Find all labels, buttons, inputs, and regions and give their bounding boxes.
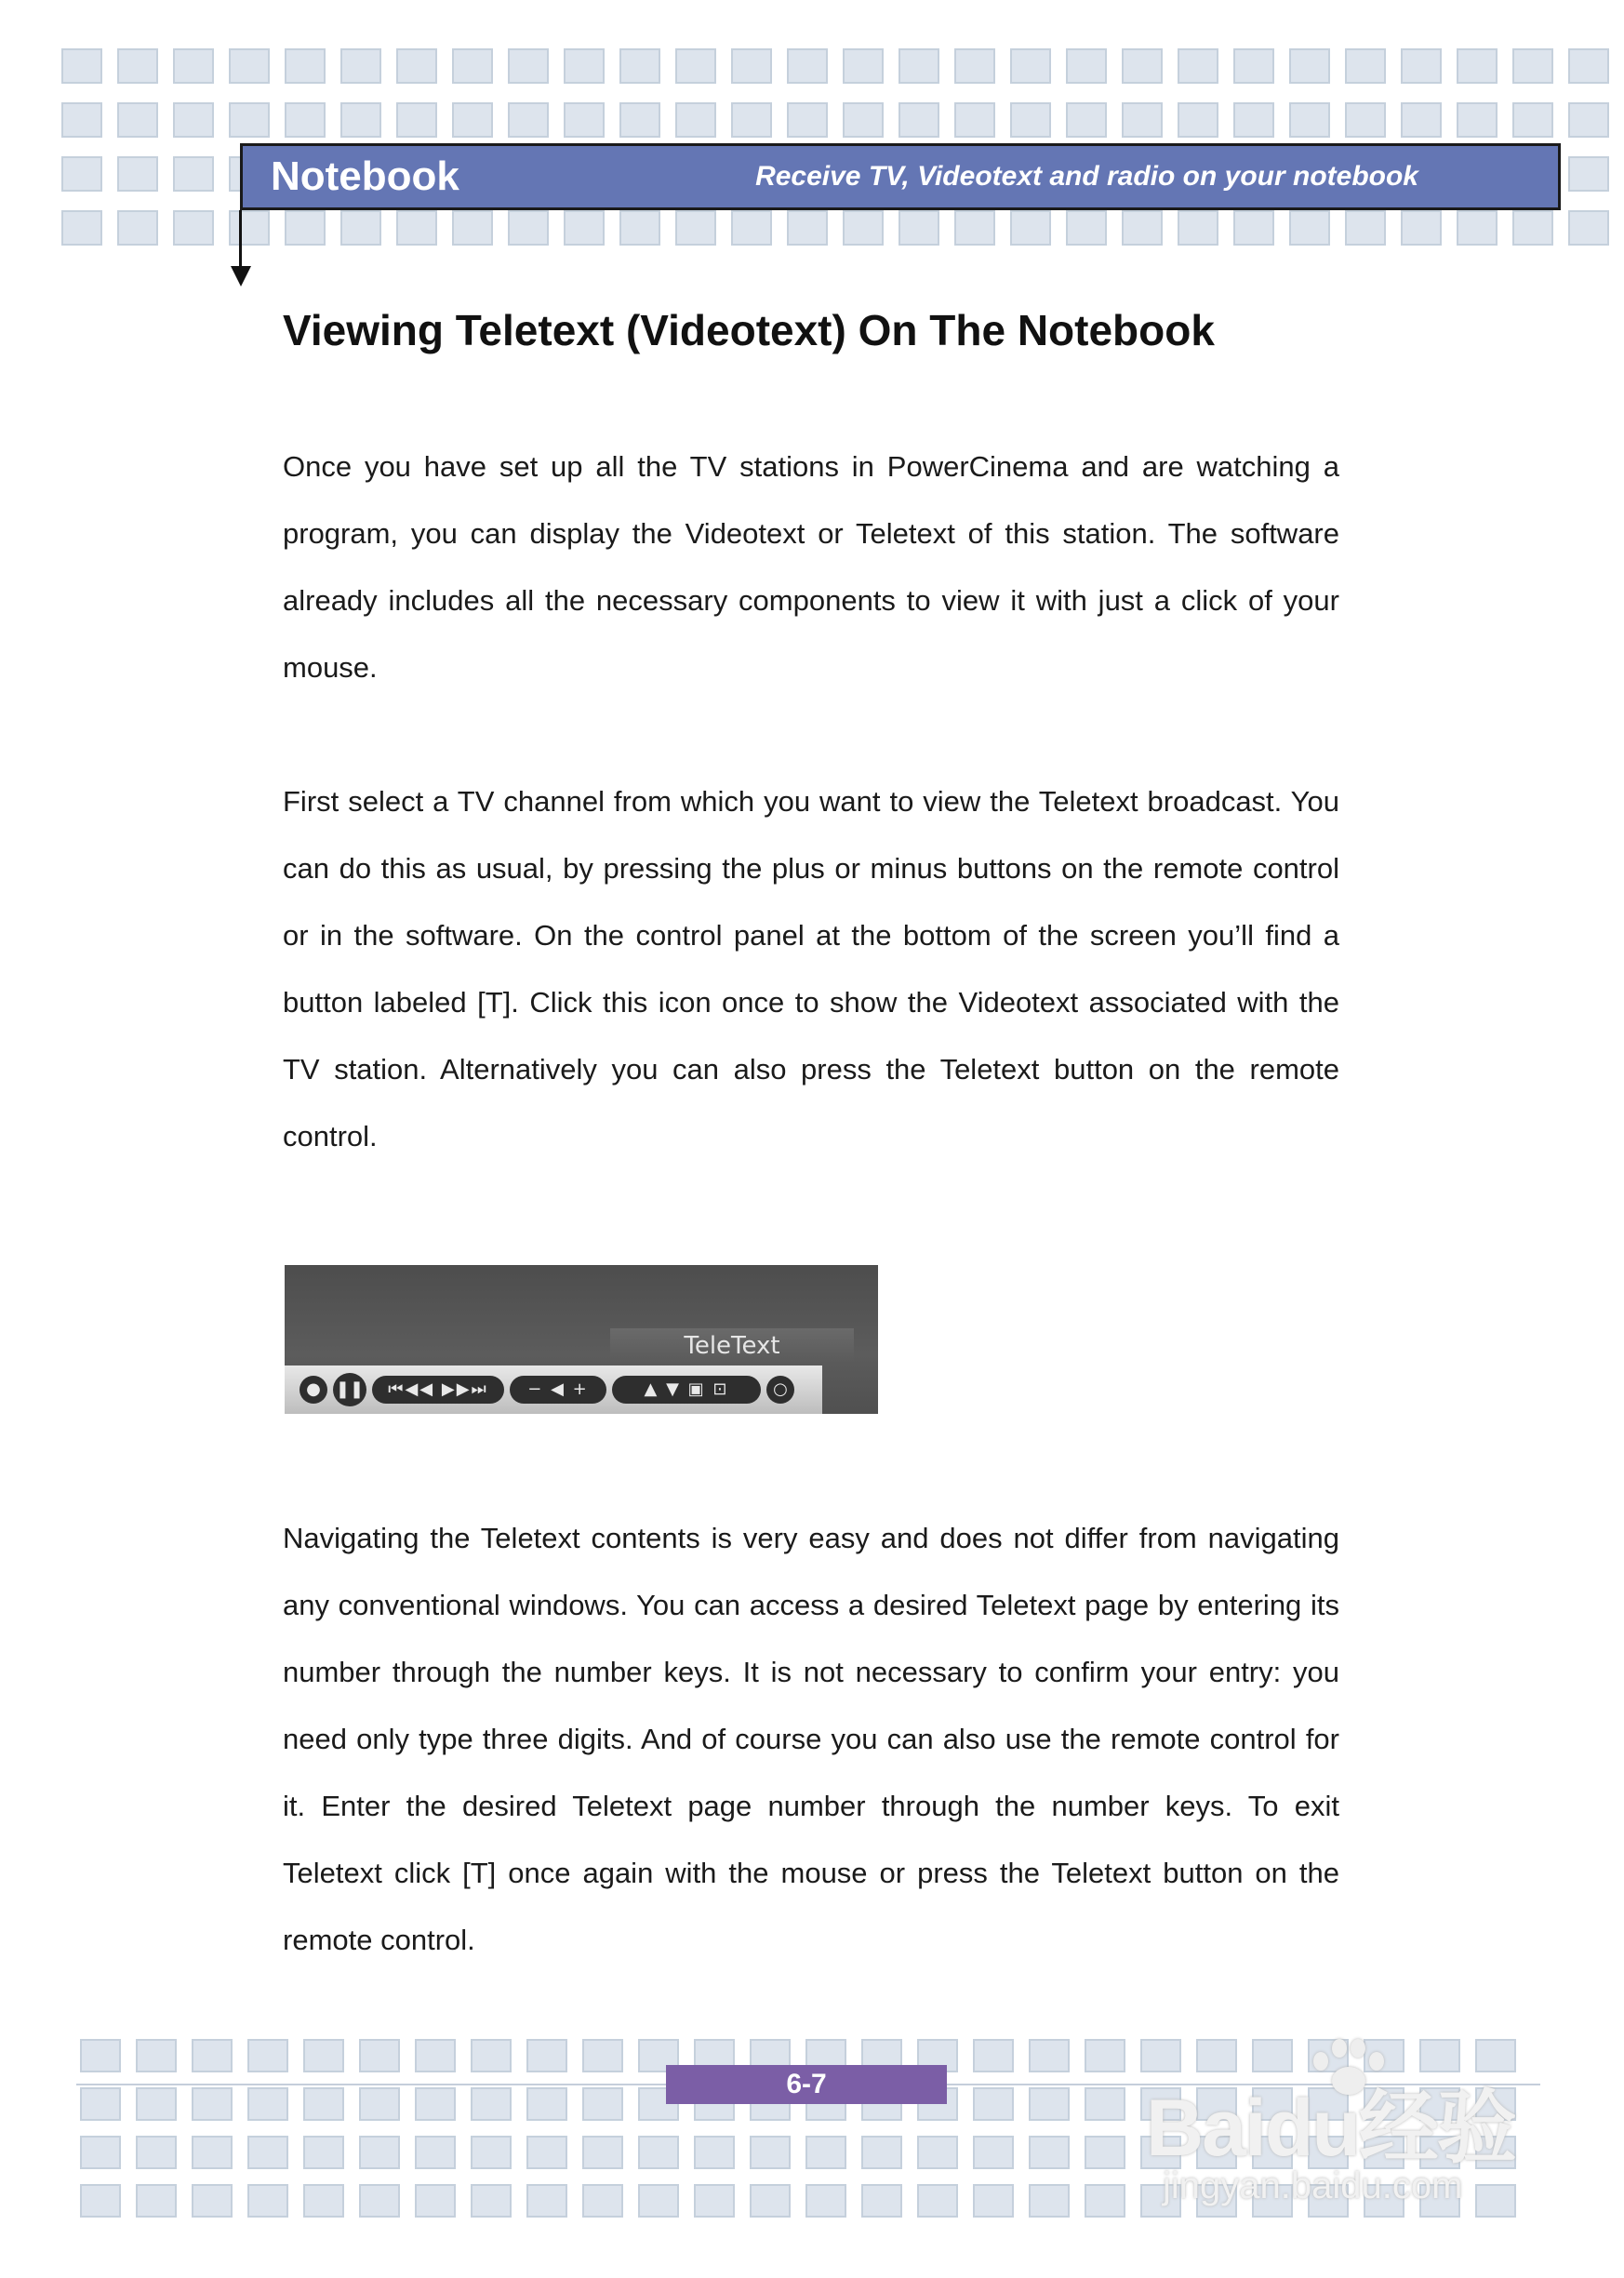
tile: [526, 2087, 567, 2121]
tile: [1457, 210, 1498, 246]
tile: [173, 48, 214, 84]
tile: [192, 2039, 233, 2072]
tile: [415, 2136, 456, 2169]
paragraph-navigation: Navigating the Teletext contents is very easy and does not differ from navigating any conventional windows. You can access a desired Teletext page by entering its number through the number keys. It is not necessary to confirm your entry: you need only type three digits. And of course you can also use the remote control for it. Enter the desired Teletext page number through the number keys. To exit Teletext click [T] once again with the mouse or press the Teletext button on the remote control.: [283, 1522, 1339, 1956]
tile: [787, 210, 828, 246]
tile: [303, 2184, 344, 2218]
tile: [1568, 48, 1609, 84]
tile: [1122, 210, 1163, 246]
tile: [1010, 48, 1051, 84]
tile: [843, 102, 884, 138]
tile: [303, 2087, 344, 2121]
tile: [1066, 48, 1107, 84]
tile: [899, 102, 939, 138]
tile: [396, 210, 437, 246]
tile: [80, 2039, 121, 2072]
tile: [899, 48, 939, 84]
tile: [1029, 2039, 1070, 2072]
page-title: Viewing Teletext (Videotext) On The Notebook: [283, 306, 1215, 354]
arrow-line: [239, 210, 242, 266]
tile: [508, 102, 549, 138]
pause-button[interactable]: ❚❚: [333, 1373, 366, 1406]
menu-button[interactable]: ○: [766, 1376, 794, 1404]
tile: [285, 102, 326, 138]
watermark: [1146, 2035, 1537, 2221]
tile: [61, 156, 102, 192]
tile: [1085, 2087, 1125, 2121]
tile: [229, 48, 270, 84]
tile: [1122, 48, 1163, 84]
tile: [731, 102, 772, 138]
tile: [471, 2039, 512, 2072]
tile: [1178, 48, 1218, 84]
tile: [471, 2184, 512, 2218]
tile: [1066, 102, 1107, 138]
tile: [805, 2184, 846, 2218]
tile: [1289, 102, 1330, 138]
tile: [471, 2087, 512, 2121]
tile: [582, 2087, 623, 2121]
paragraph-intro: Once you have set up all the TV stations in PowerCinema and are watching a program, you can display the Videotext or Teletext of this station. The software already includes all the necessary components to view it with just a click of your mouse.: [283, 450, 1339, 684]
tile: [1345, 102, 1386, 138]
tile: [415, 2184, 456, 2218]
tile: [471, 2136, 512, 2169]
tile: [1512, 102, 1553, 138]
tile: [452, 210, 493, 246]
tile: [1066, 210, 1107, 246]
tile: [843, 210, 884, 246]
tile: [638, 2184, 679, 2218]
tile: [582, 2039, 623, 2072]
tile: [1085, 2039, 1125, 2072]
tile: [452, 48, 493, 84]
header-subtitle: Receive TV, Videotext and radio on your notebook: [755, 161, 1418, 192]
tile: [192, 2087, 233, 2121]
watermark-url: jingyan.baidu.com: [1163, 2165, 1463, 2206]
tile: [136, 2184, 177, 2218]
tile: [136, 2136, 177, 2169]
tile: [582, 2136, 623, 2169]
tile: [1178, 102, 1218, 138]
tile: [675, 210, 716, 246]
tile: [173, 210, 214, 246]
tile: [117, 156, 158, 192]
tile: [1568, 156, 1609, 192]
tile: [619, 102, 660, 138]
tile: [1457, 102, 1498, 138]
tile: [917, 2184, 958, 2218]
tile: [61, 210, 102, 246]
tile: [861, 2184, 902, 2218]
tile: [247, 2184, 288, 2218]
tile: [340, 210, 381, 246]
arrow-down-icon: [231, 266, 251, 286]
tile: [508, 210, 549, 246]
tile: [954, 48, 995, 84]
tile: [1345, 210, 1386, 246]
tile: [1401, 48, 1442, 84]
tile: [359, 2184, 400, 2218]
tile: [117, 210, 158, 246]
tile: [1029, 2087, 1070, 2121]
tile: [396, 102, 437, 138]
tile: [1401, 210, 1442, 246]
tile: [1568, 102, 1609, 138]
tile: [973, 2087, 1014, 2121]
watermark-title: Baidu经验: [1146, 2084, 1515, 2173]
tile: [173, 102, 214, 138]
tile: [1289, 210, 1330, 246]
tile: [247, 2087, 288, 2121]
control-bar: [285, 1365, 822, 1414]
tile: [787, 48, 828, 84]
tile: [229, 210, 270, 246]
tile: [117, 102, 158, 138]
tile: [750, 2136, 791, 2169]
tile: [1401, 102, 1442, 138]
transport-buttons[interactable]: ⏮◀◀ ▶▶⏭: [372, 1376, 504, 1404]
channel-buttons[interactable]: − ◀ +: [510, 1376, 606, 1404]
tile: [973, 2184, 1014, 2218]
tile: [917, 2136, 958, 2169]
paragraph-select-channel: First select a TV channel from which you want to view the Teletext broadcast. You can do this as usual, by pressing the plus or minus buttons on the remote control or in the software. On the control panel at the bottom of the screen you’ll find a button labeled [T]. Click this icon once to show the Videotext associated with the TV station. Alternatively you can also press the Teletext button on the remote control.: [283, 785, 1339, 1152]
tile: [303, 2039, 344, 2072]
tile: [508, 48, 549, 84]
tile: [229, 102, 270, 138]
tile: [1010, 102, 1051, 138]
tile: [61, 48, 102, 84]
brand-title: Notebook: [271, 153, 459, 199]
tile: [303, 2136, 344, 2169]
tile: [1010, 210, 1051, 246]
tile: [675, 48, 716, 84]
tile: [861, 2136, 902, 2169]
tile: [954, 210, 995, 246]
tile: [136, 2087, 177, 2121]
tile: [1289, 48, 1330, 84]
tile: [1085, 2136, 1125, 2169]
tile: [1512, 210, 1553, 246]
tile: [1345, 48, 1386, 84]
tile: [582, 2184, 623, 2218]
tile: [1233, 102, 1274, 138]
tile: [805, 2136, 846, 2169]
tile: [526, 2136, 567, 2169]
tile: [564, 48, 605, 84]
tile: [564, 102, 605, 138]
tile: [247, 2136, 288, 2169]
tile: [396, 48, 437, 84]
tile: [526, 2039, 567, 2072]
teletext-tooltip: TeleText: [610, 1328, 854, 1364]
tile: [843, 48, 884, 84]
tile: [899, 210, 939, 246]
tile: [1029, 2136, 1070, 2169]
tile: [359, 2087, 400, 2121]
tile: [564, 210, 605, 246]
tile: [619, 48, 660, 84]
tile: [61, 102, 102, 138]
tile: [359, 2039, 400, 2072]
tile: [285, 210, 326, 246]
tile: [80, 2136, 121, 2169]
page-number: 6-7: [666, 2065, 947, 2104]
tile: [694, 2184, 735, 2218]
teletext-nav-buttons[interactable]: ▲ ▼ ▣ ⊡: [612, 1376, 761, 1404]
tile: [1568, 210, 1609, 246]
tile: [675, 102, 716, 138]
tile: [1512, 48, 1553, 84]
tile: [285, 48, 326, 84]
tile: [415, 2087, 456, 2121]
tile: [1457, 48, 1498, 84]
tile: [787, 102, 828, 138]
tile: [694, 2136, 735, 2169]
tile: [526, 2184, 567, 2218]
tile: [136, 2039, 177, 2072]
tile: [638, 2136, 679, 2169]
stop-button[interactable]: ●: [300, 1376, 327, 1404]
tile: [1233, 210, 1274, 246]
tile: [80, 2184, 121, 2218]
tile: [247, 2039, 288, 2072]
tile: [340, 102, 381, 138]
tile: [1029, 2184, 1070, 2218]
tile: [192, 2184, 233, 2218]
tile: [1122, 102, 1163, 138]
header-bar: [240, 143, 1561, 210]
control-panel-screenshot: [285, 1265, 878, 1414]
tile: [731, 210, 772, 246]
tile: [731, 48, 772, 84]
tile: [340, 48, 381, 84]
tile: [750, 2184, 791, 2218]
tile: [619, 210, 660, 246]
tile: [359, 2136, 400, 2169]
tile: [973, 2039, 1014, 2072]
tile: [1085, 2184, 1125, 2218]
tile: [1178, 210, 1218, 246]
tile: [192, 2136, 233, 2169]
tile: [954, 102, 995, 138]
tile: [80, 2087, 121, 2121]
tile: [1233, 48, 1274, 84]
tile: [973, 2136, 1014, 2169]
tile: [173, 156, 214, 192]
tile: [117, 48, 158, 84]
tile: [415, 2039, 456, 2072]
tile: [452, 102, 493, 138]
